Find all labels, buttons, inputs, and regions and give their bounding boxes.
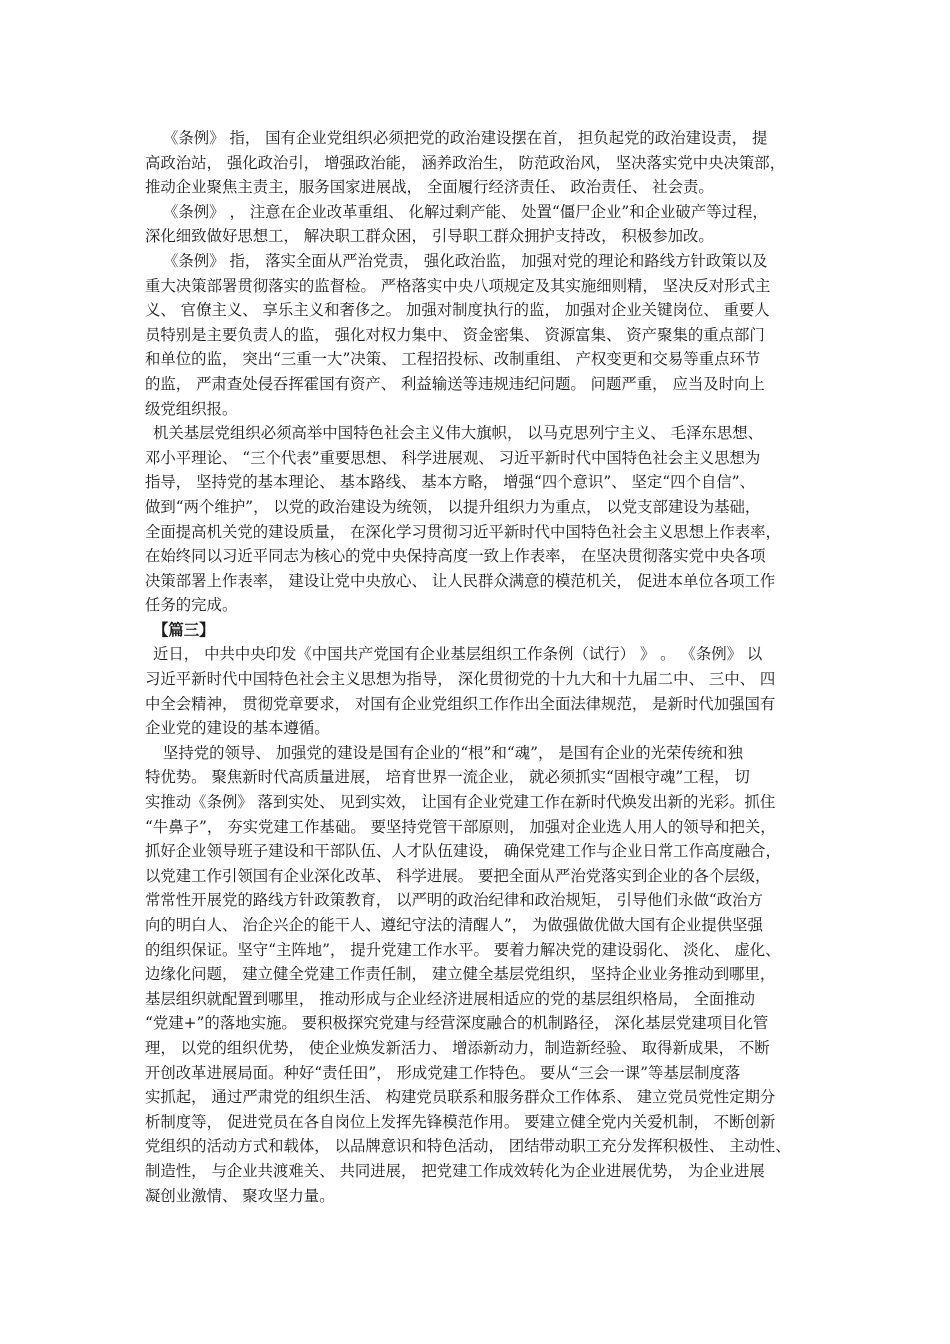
text-line: 坚持党的领导、 加强党的建设是国有企业的“根”和“魂”， 是国有企业的光荣传统和独 [163, 743, 743, 762]
text-line: 在始终同以习近平同志为核心的党中央保持高度一致上作表率， 在坚决贯彻落实党中央各项 [145, 547, 766, 566]
text-line: 抓好企业领导班子建设和干部队伍、人才队伍建设， 确保党建工作与企业日常工作高度融合， [145, 842, 781, 861]
body-paragraph [145, 126, 825, 200]
text-line: 推动企业聚焦主责主，服务国家进展战， 全面履行经济责任、 政治责任、 社会责。 [145, 178, 714, 197]
body-paragraph [145, 249, 825, 421]
text-line: 实推动《条例》 落到实处、 见到实效， 让国有企业党建工作在新时代焕发出新的光彩。抓住 [145, 793, 776, 812]
text-line: 邓小平理论、 “三个代表”重要思想、 科学进展观、 习近平新时代中国特色社会主义思想为 [145, 448, 761, 467]
text-line: 常常性开展党的路线方针政策教育， 以严明的政治纪律和政治规矩， 引导他们永做“政治方 [145, 891, 763, 910]
text-line: 近日， 中共中央印发《中国共产党国有企业基层组织工作条例（试行） 》 。 《条例》 以 [153, 645, 763, 664]
text-line: “党建+”的落地实施。 要积极探究党建与经营深度融合的机制路径， 深化基层党建项目化管 [145, 1014, 769, 1033]
text-line: 企业党的建设的基本遵循。 [145, 719, 330, 738]
text-line: 和单位的监， 突出“三重一大”决策、 工程招投标、改制重组、 产权变更和交易等重点环节 [145, 350, 761, 369]
body-paragraph [145, 421, 825, 618]
text-line: 析制度等， 促进党员在各自岗位上发挥先锋模范作用。 要建立健全党内关爱机制， 不断创新 [145, 1112, 776, 1131]
text-line: 做到“两个维护”， 以党的政治建设为统领， 以提升组织力为重点， 以党支部建设为基础， [145, 497, 761, 516]
text-line: 【篇三】 [153, 620, 215, 639]
section-heading [145, 618, 825, 643]
text-line: 基层组织就配置到哪里， 推动形成与企业经济进展相适应的党的基层组织格局， 全面推动 [145, 989, 756, 1008]
text-line: 《条例》 指， 国有企业党组织必须把党的政治建设摆在首， 担负起党的政治建设责， 提 [163, 129, 768, 147]
body-paragraph [145, 741, 825, 1208]
text-line: 以党建工作引领国有企业深化改革、 科学进展。 要把全面从严治党落实到企业的各个层级， [145, 866, 771, 885]
text-line: 高政治站， 强化政治引， 增强政治能， 涵养政治生， 防范政治风， 坚决落实党中央决策部， [145, 153, 786, 172]
text-line: 《条例》 指， 落实全面从严治党责， 强化政治监， 加强对党的理论和路线方针政策以及 [163, 251, 768, 270]
body-paragraph [145, 200, 825, 249]
body-paragraph [145, 642, 825, 740]
text-line: 党组织的活动方式和载体， 以品牌意识和特色活动， 团结带动职工充分发挥积极性、 主动性、 [145, 1137, 791, 1156]
text-line: 义、 官僚主义、 享乐主义和奢侈之。 加强对制度执行的监， 加强对企业关键岗位、 重要人 [145, 301, 770, 320]
text-line: 机关基层党组织必须高举中国特色社会主义伟大旗帜， 以马克思列宁主义、 毛泽东思想、 [153, 424, 764, 443]
text-line: “牛鼻子”， 夯实党建工作基础。 要坚持党管干部原则， 加强对企业选人用人的领导和把关， [145, 817, 776, 836]
text-line: 决策部署上作表率， 建设让党中央放心、 让人民群众满意的模范机关， 促进本单位各项工作 [145, 571, 776, 590]
text-line: 《条例》 ， 注意在企业改革重组、 化解过剩产能、 处置“僵尸企业”和企业破产等过程， [163, 202, 768, 221]
document-page [145, 126, 825, 1208]
text-line: 级党组织报。 [145, 399, 238, 418]
text-line: 向的明白人、 治企兴企的能干人、遵纪守法的清醒人”， 为做强做优做大国有企业提供坚强 [145, 916, 763, 934]
text-line: 重大决策部署贯彻落实的监督检。 严格落实中央八项规定及其实施细则精， 坚决反对形式主 [145, 276, 771, 295]
text-line: 中全会精神， 贯彻党章要求， 对国有企业党组织工作作出全面法律规范， 是新时代加强国有 [145, 694, 776, 713]
text-line: 实抓起， 通过严肃党的组织生活、 构建党员联系和服务群众工作体系、 建立党员党性定期分 [145, 1088, 776, 1107]
text-line: 全面提高机关党的建设质量， 在深化学习贯彻习近平新时代中国特色社会主义思想上作表率， [145, 522, 781, 541]
text-line: 凝创业激情、 聚攻坚力量。 [145, 1186, 335, 1205]
text-line: 任务的完成。 [145, 596, 238, 615]
text-line: 制造性， 与企业共渡难关、 共同进展， 把党建工作成效转化为企业进展优势， 为企业进展 [145, 1161, 765, 1180]
text-line: 深化细致做好思想工， 解决职工群众困， 引导职工群众拥护支持改， 积极参加改。 [145, 227, 714, 246]
text-line: 员特别是主要负责人的监， 强化对权力集中、 资金密集、 资源富集、 资产聚集的重点部门 [145, 325, 765, 344]
text-line: 指导， 坚持党的基本理论、 基本路线、 基本方略， 增强“四个意识”、 坚定“四个自信”、 [145, 473, 755, 492]
text-line: 特优势。 聚焦新时代高质量进展， 培育世界一流企业， 就必须抓实“固根守魂”工程， 切 [145, 768, 750, 787]
text-line: 边缘化问题， 建立健全党建工作责任制， 建立健全基层党组织， 坚持企业业务推动到哪里， [145, 965, 776, 984]
text-line: 开创改革进展局面。种好“责任田”， 形成党建工作特色。 要从“三会一课”等基层制度落 [145, 1063, 741, 1082]
text-line: 理， 以党的组织优势， 使企业焕发新活力、 增添新动力，制造新经验、 取得新成果， 不断 [145, 1038, 770, 1057]
text-line: 的监， 严肃查处侵吞挥霍国有资产、 利益输送等违规违纪问题。 问题严重， 应当及时向上 [145, 374, 765, 393]
text-line: 习近平新时代中国特色社会主义思想为指导， 深化贯彻党的十九大和十九届二中、 三中、 四 [145, 670, 776, 689]
text-line: 的组织保证。坚守“主阵地”， 提升党建工作水平。 要着力解决党的建设弱化、 淡化、 虚化、 [145, 940, 781, 959]
